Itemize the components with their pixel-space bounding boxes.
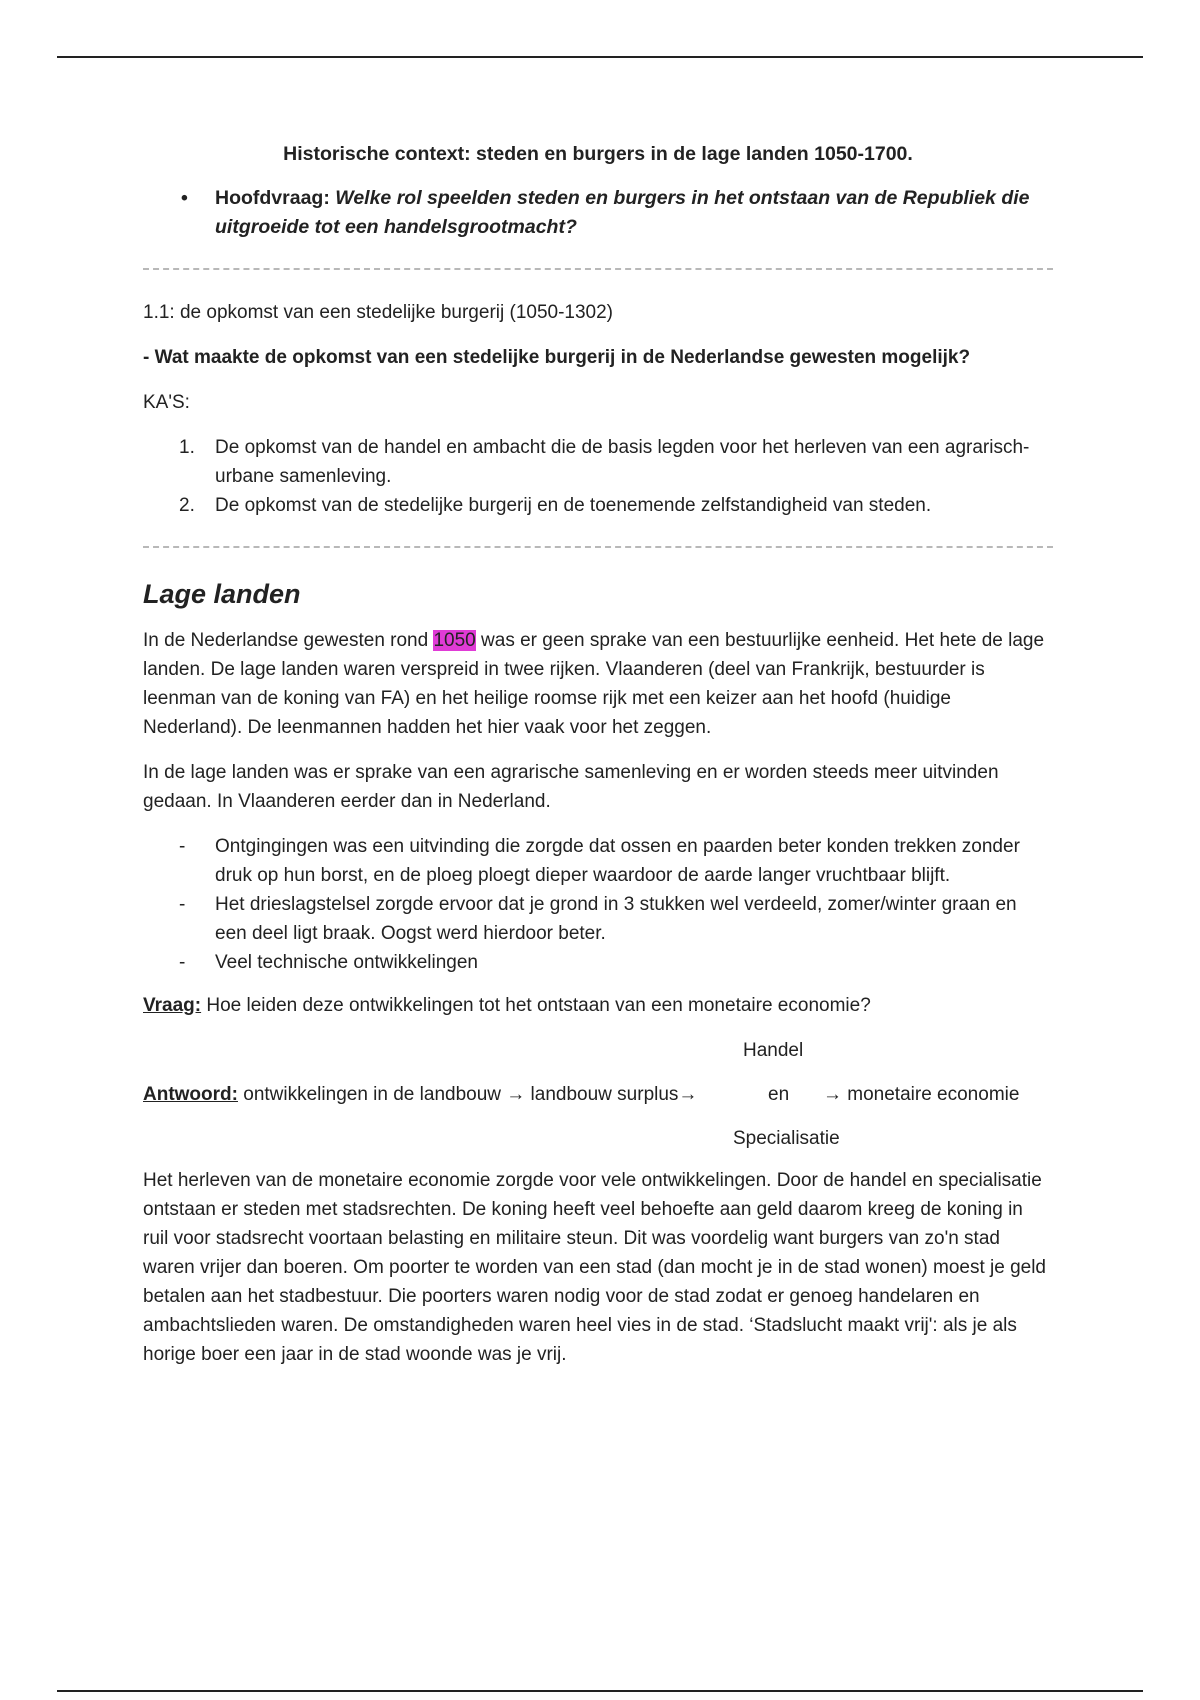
- main-question: [181, 184, 1053, 242]
- highlighted-year: 1050: [433, 630, 476, 651]
- document-title: Historische context: steden en burgers in de lage landen 1050-1700.: [283, 143, 913, 165]
- paragraph-3: Het herleven van de monetaire economie zorgde voor vele ontwikkelingen. Door de handel en specialisatie ontstaan er steden met stadsrechten. De koning heeft veel behoefte aan geld daarom kreeg de koning in ruil voor stadsrecht voortaan belasting en militaire steun. Dit was voordelig want burgers van zo'n stad waren vrijer dan boeren. Om poorter te worden van een stad (dan mocht je in de stad wonen) moest je geld betalen aan het stadbestuur. Die poorters waren nodig voor de stad zodat er genoeg handelaren en ambachtslieden waren. De omstandigheden waren heel vies in de stad. ‘Stadslucht maakt vrij': als je als horige boer een jaar in de stad woonde was je vrij.: [143, 1170, 1047, 1365]
- ka-number: 2.: [179, 495, 195, 516]
- ka-number: 1.: [179, 437, 195, 458]
- paragraph-1: [143, 626, 1053, 742]
- diagram-en: en: [768, 1084, 790, 1105]
- list-item: [179, 491, 1053, 520]
- main-question-body: Welke rol speelden steden en burgers in het ontstaan van de Republiek die uitgroeide tot een handelsgrootmacht?: [215, 187, 1030, 238]
- main-question-text: [215, 184, 1053, 242]
- answer-line: [143, 1080, 697, 1109]
- list-item-text: Het drieslagstelsel zorgde ervoor dat je grond in 3 stukken wel verdeeld, zomer/winter graan en een deel ligt braak. Oogst werd hierdoor beter.: [215, 894, 1017, 944]
- paragraph-1-start: In de Nederlandse gewesten rond: [143, 630, 434, 651]
- document-page: [143, 140, 1053, 1369]
- list-item: [179, 948, 1053, 977]
- list-item: [179, 832, 1053, 890]
- paragraph-2: In de lage landen was er sprake van een agrarische samenleving en er worden steeds meer uitvinden gedaan. In Vlaanderen eerder dan in Nederland.: [143, 762, 999, 812]
- ka-list: [143, 433, 1053, 520]
- dash-marker: -: [179, 952, 186, 973]
- list-item: [179, 433, 1053, 491]
- question-text: Hoe leiden deze ontwikkelingen tot het ontstaan van een monetaire economie?: [201, 995, 871, 1016]
- dash-marker: -: [179, 836, 186, 857]
- developments-list: [143, 832, 1053, 977]
- page-top-rule: [57, 56, 1143, 58]
- paragraph-1-rest: was er geen sprake van een bestuurlijke eenheid. Het hete de lage landen. De lage landen waren verspreid in twee rijken. Vlaanderen (deel van Frankrijk, bestuurder is leenman van de koning van FA) en het heilige roomse rijk met een keizer aan het hoofd (huidige Nederland). De leenmannen hadden het hier vaak voor het zeggen.: [143, 630, 1045, 738]
- list-item: [179, 890, 1053, 948]
- answer-label: Antwoord:: [143, 1084, 238, 1105]
- ka-label: KA'S:: [143, 392, 190, 413]
- diagram-handel: Handel: [743, 1040, 804, 1061]
- section-heading: 1.1: de opkomst van een stedelijke burgerij (1050-1302): [143, 302, 614, 323]
- lage-landen-heading: Lage landen: [143, 579, 301, 609]
- ka-text: De opkomst van de handel en ambacht die de basis legden voor het herleven van een agrarisch-urbane samenleving.: [215, 437, 1030, 487]
- diagram-result: → monetaire economie: [823, 1084, 1020, 1105]
- diagram-specialisatie: Specialisatie: [733, 1128, 840, 1149]
- answer-diagram: [143, 1036, 1053, 1156]
- question-line: [143, 991, 1053, 1020]
- page-bottom-rule: [57, 1690, 1143, 1692]
- dashed-divider: [143, 268, 1053, 270]
- answer-text: ontwikkelingen in de landbouw → landbouw surplus→: [237, 1084, 698, 1105]
- list-item-text: Ontgingingen was een uitvinding die zorgde dat ossen en paarden beter konden trekken zonder druk op hun borst, en de ploeg ploegt dieper waardoor de aarde langer vruchtbaar blijft.: [215, 836, 1020, 886]
- dash-marker: -: [179, 894, 186, 915]
- ka-text: De opkomst van de stedelijke burgerij en de toenemende zelfstandigheid van steden.: [215, 495, 932, 516]
- list-item-text: Veel technische ontwikkelingen: [215, 952, 479, 973]
- dashed-divider: [143, 546, 1053, 548]
- section-question: - Wat maakte de opkomst van een stedelijke burgerij in de Nederlandse gewesten mogelijk?: [143, 347, 971, 368]
- question-label: Vraag:: [143, 995, 202, 1016]
- bullet-marker: •: [181, 187, 188, 209]
- main-question-label: Hoofdvraag:: [215, 187, 336, 209]
